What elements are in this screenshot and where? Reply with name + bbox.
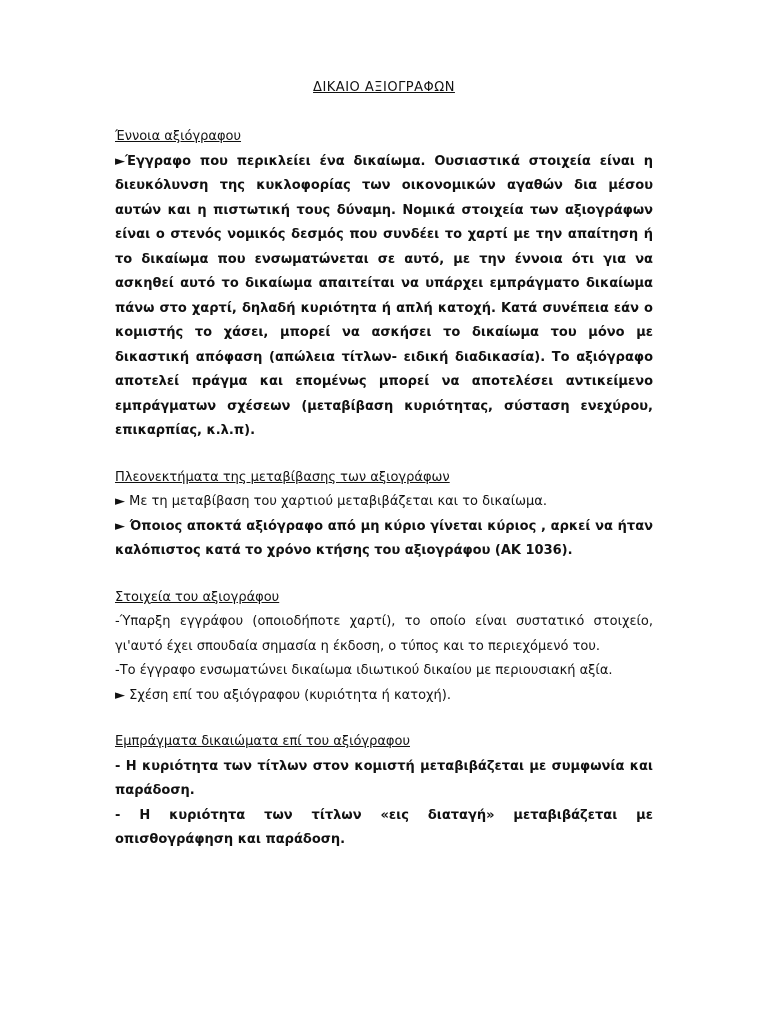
section-heading: Στοιχεία του αξιογράφου [115, 589, 280, 605]
section-heading: Εμπράγματα δικαιώματα επί του αξιόγραφου [115, 734, 410, 749]
section-real-rights [115, 730, 653, 853]
section-advantages [115, 466, 653, 564]
document-title: ΔΙΚΑΙΟ ΑΞΙΟΓΡΑΦΩΝ [313, 80, 455, 95]
section-concept [115, 125, 653, 444]
paragraph: ► Όποιος αποκτά αξιόγραφο από μη κύριο γίνεται κύριος , αρκεί να ήταν καλόπιστος κατά το χρόνο κτήσης του αξιογράφου (ΑΚ 1036). [115, 518, 653, 558]
document-page [115, 80, 653, 875]
section-elements [115, 586, 653, 709]
paragraph: ►Έγγραφο που περικλείει ένα δικαίωμα. Ουσιαστικά στοιχεία είναι η διευκόλυνση της κυκλοφορίας των οικονομικών αγαθών δια μέσου αυτών και η πιστωτική τους δύναμη. Νομικά στοιχεία των αξιογράφων είναι ο στενός νομικός δεσμός που συνδέει το χαρτί με την απαίτηση ή το δικαίωμα που ενσωματώνεται σε αυτό, με την έννοια ότι για να ασκηθεί αυτό το δικαίωμα απαιτείται να υπάρχει εμπράγματο δικαίωμα πάνω στο χαρτί, δηλαδή κυριότητα ή απλή κατοχή. Κατά συνέπεια εάν ο κομιστής το χάσει, μπορεί να ασκήσει το δικαίωμα του μόνο με δικαστική απόφαση (απώλεια τίτλων- ειδική διαδικασία). Το αξιόγραφο αποτελεί πράγμα και επομένως μπορεί να αποτελέσει αντικείμενο εμπράγματων σχέσεων (μεταβίβαση κυριότητας, σύσταση ενεχύρου, επικαρπίας, κ.λ.π). [115, 153, 653, 438]
paragraph: -Το έγγραφο ενσωματώνει δικαίωμα ιδιωτικού δικαίου με περιουσιακή αξία. [115, 663, 613, 678]
paragraph: ► Με τη μεταβίβαση του χαρτιού μεταβιβάζεται και το δικαίωμα. [115, 494, 547, 509]
paragraph: - Η κυριότητα των τίτλων στον κομιστή μεταβιβάζεται με συμφωνία και παράδοση. [115, 758, 653, 798]
section-heading: Πλεονεκτήματα της μεταβίβασης των αξιογράφων [115, 469, 450, 485]
section-heading: Έννοια αξιόγραφου [115, 129, 242, 144]
paragraph: -Ύπαρξη εγγράφου (οποιοδήποτε χαρτί), το οποίο είναι συστατικό στοιχείο, γι'αυτό έχει σπουδαία σημασία η έκδοση, ο τύπος και το περιεχόμενό του. [115, 614, 653, 654]
paragraph: ► Σχέση επί του αξιόγραφου (κυριότητα ή κατοχή). [115, 687, 451, 703]
paragraph: - Η κυριότητα των τίτλων «εις διαταγή» μεταβιβάζεται με οπισθογράφηση και παράδοση. [115, 807, 653, 847]
